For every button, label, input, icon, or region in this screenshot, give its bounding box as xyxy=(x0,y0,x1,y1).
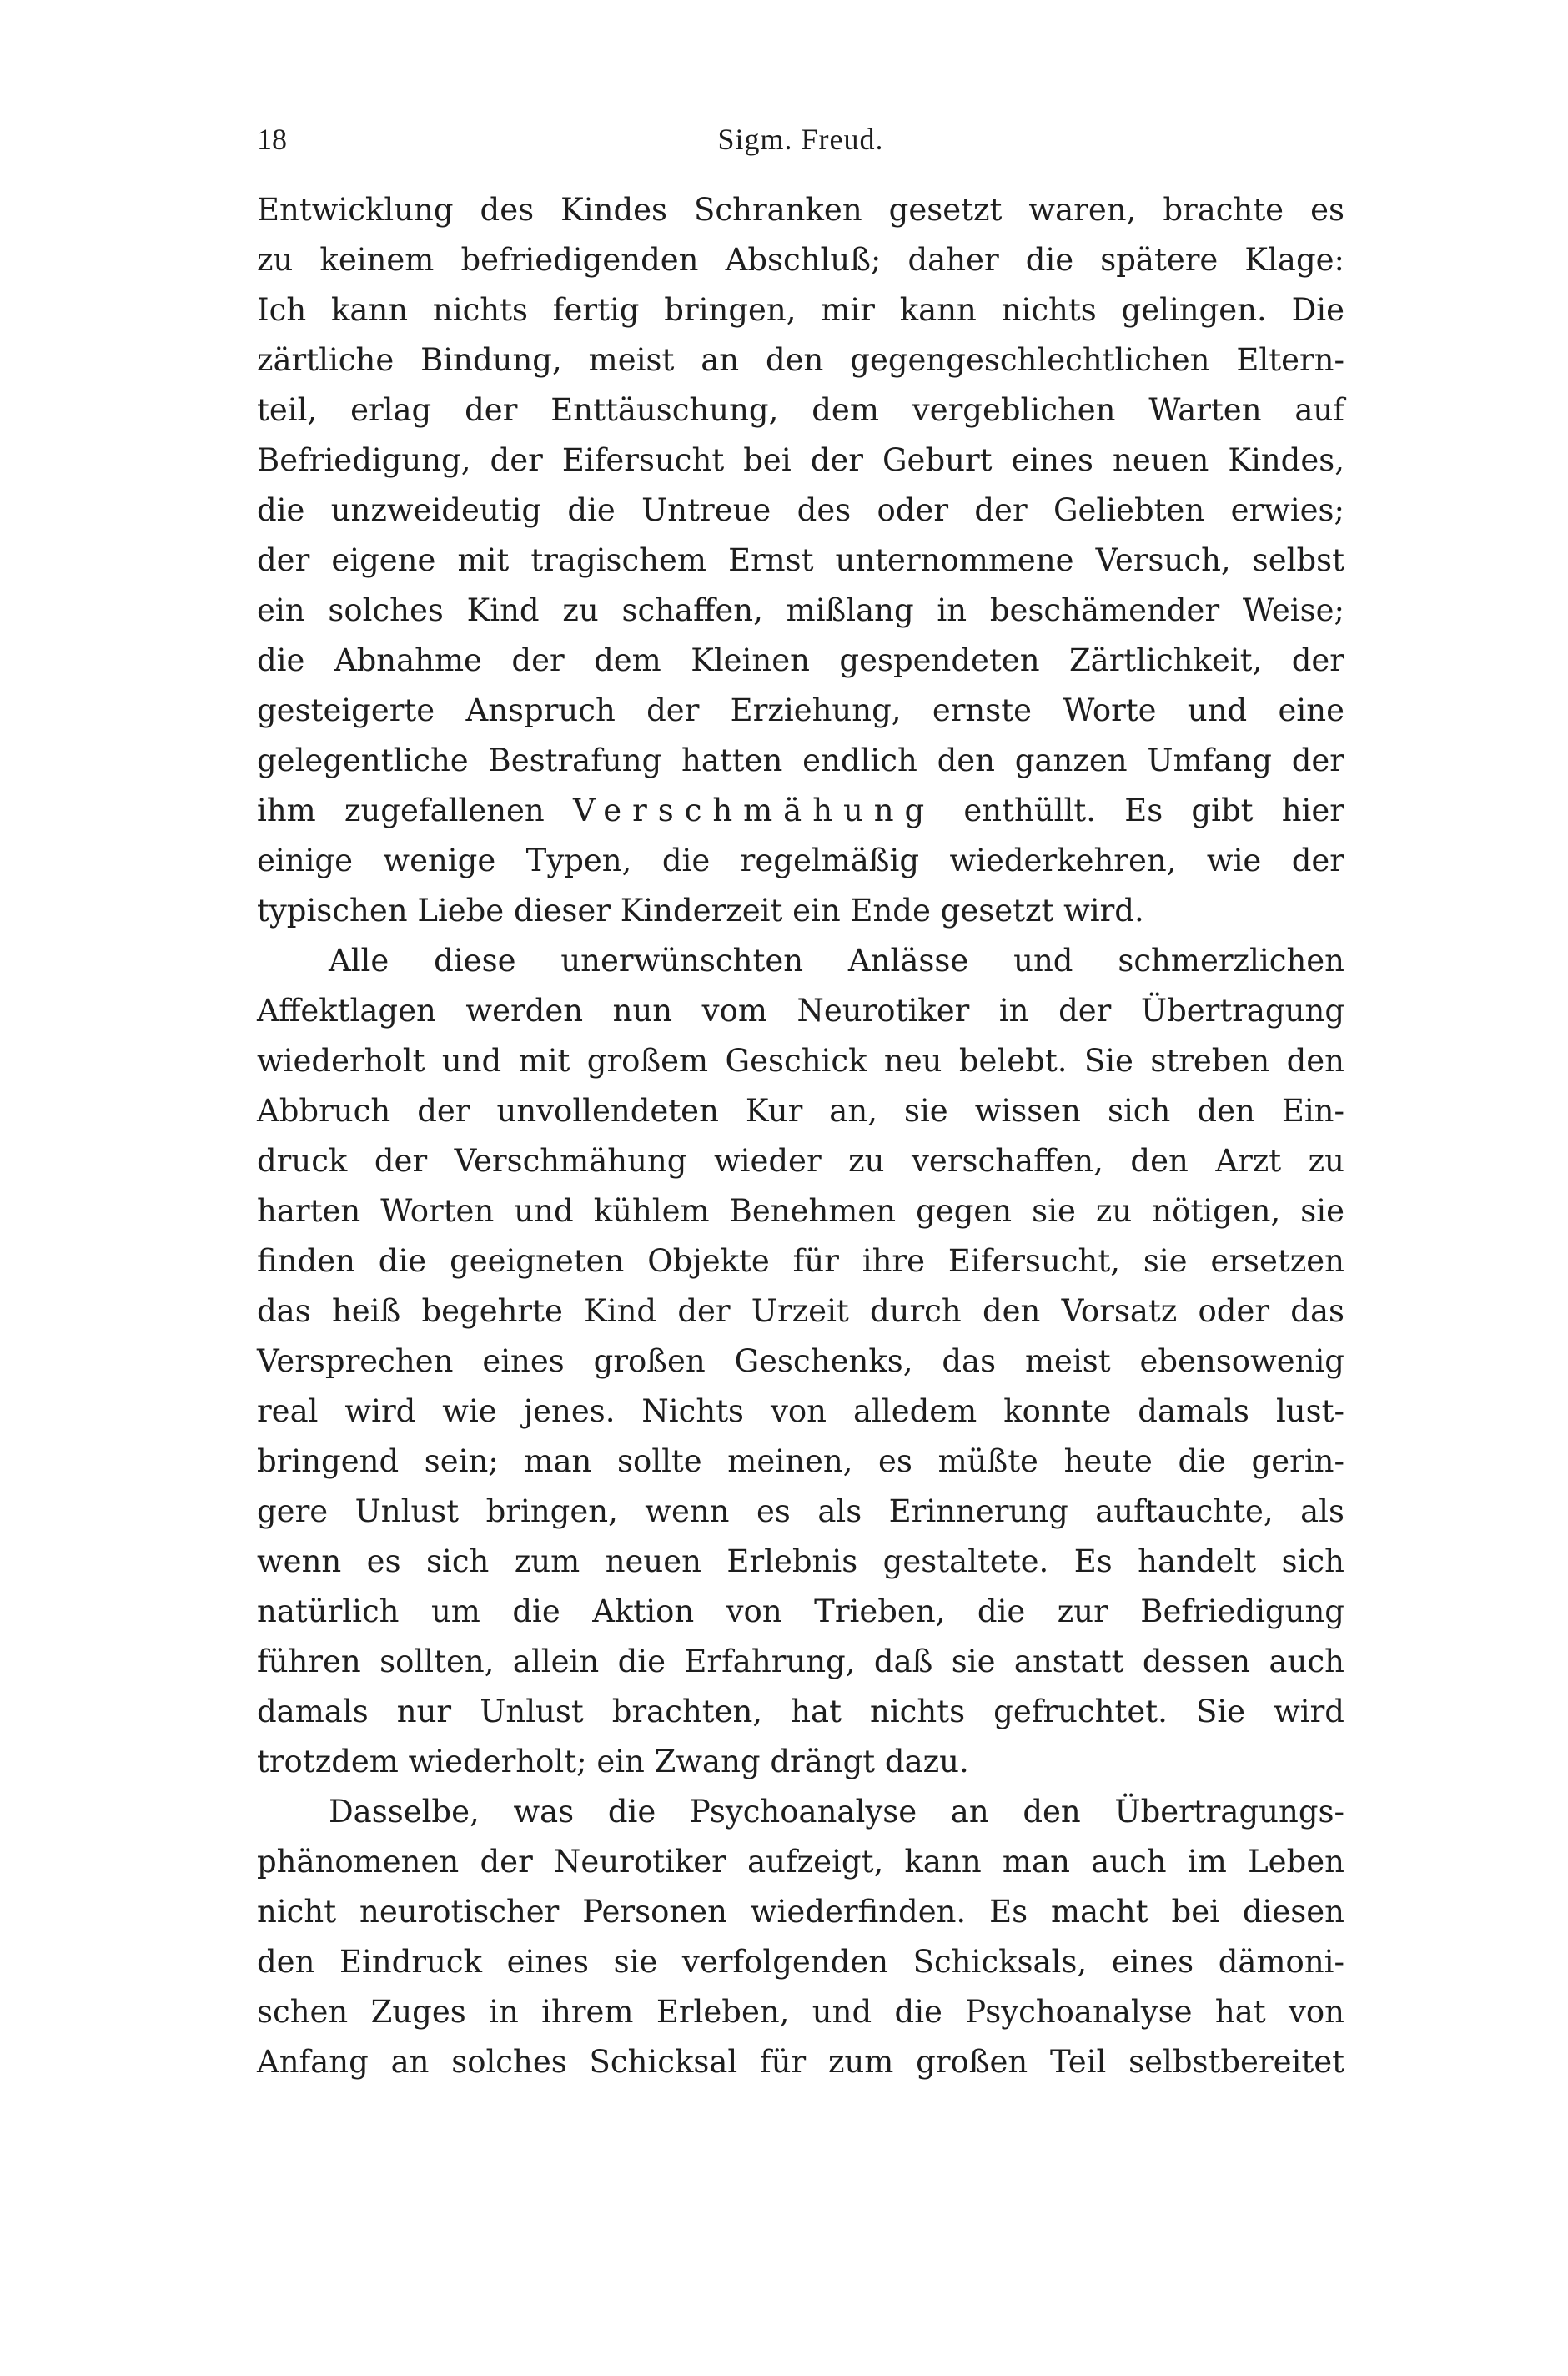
text-line: Alle diese unerwünschten Anlässe und schmerzlichen xyxy=(329,943,1344,979)
paragraph xyxy=(257,936,1344,1787)
text-line: Versprechen eines großen Geschenks, das meist ebensowenig xyxy=(257,1343,1344,1379)
body-text xyxy=(257,185,1344,2087)
text-line: Affektlagen werden nun vom Neurotiker in der Übertragung xyxy=(257,993,1344,1029)
text-line: die Abnahme der dem Kleinen gespendeten Zärtlichkeit, der xyxy=(257,642,1344,678)
text-line: das heiß begehrte Kind der Urzeit durch den Vorsatz oder das xyxy=(257,1293,1344,1329)
paragraph xyxy=(257,1787,1344,2087)
text-line: wenn es sich zum neuen Erlebnis gestaltete. Es handelt sich xyxy=(257,1543,1344,1579)
text-line: gelegentliche Bestrafung hatten endlich den ganzen Umfang der xyxy=(257,742,1344,778)
text-line: Anfang an solches Schicksal für zum großen Teil selbstbereitet xyxy=(257,2044,1344,2080)
text-line: Dasselbe, was die Psychoanalyse an den Übertragungs- xyxy=(329,1794,1344,1830)
text-line: trotzdem wiederholt; ein Zwang drängt dazu. xyxy=(257,1744,969,1779)
text-line: druck der Verschmähung wieder zu verschaffen, den Arzt zu xyxy=(257,1143,1344,1179)
text-line: nicht neurotischer Personen wiederfinden. Es macht bei diesen xyxy=(257,1894,1344,1930)
text-line: phänomenen der Neurotiker aufzeigt, kann man auch im Leben xyxy=(257,1844,1344,1880)
text-line: Ich kann nichts fertig bringen, mir kann nichts gelingen. Die xyxy=(257,292,1344,328)
text-line: zärtliche Bindung, meist an den gegengeschlechtlichen Eltern- xyxy=(257,342,1344,378)
text-line: Entwicklung des Kindes Schranken gesetzt waren, brachte es xyxy=(257,192,1344,228)
text-line: teil, erlag der Enttäuschung, dem vergeblichen Warten auf xyxy=(257,392,1344,428)
text-line: gere Unlust bringen, wenn es als Erinnerung auftauchte, als xyxy=(257,1493,1344,1529)
spaced-emphasis: Verschmähung xyxy=(573,793,936,828)
text-line: wiederholt und mit großem Geschick neu belebt. Sie streben den xyxy=(257,1043,1344,1079)
text-line: die unzweideutig die Untreue des oder der Geliebten erwies; xyxy=(257,492,1344,528)
text-line: bringend sein; man sollte meinen, es müßte heute die gerin- xyxy=(257,1443,1344,1479)
paragraph xyxy=(257,185,1344,936)
page-header xyxy=(257,118,1344,160)
text-line: harten Worten und kühlem Benehmen gegen sie zu nötigen, sie xyxy=(257,1193,1344,1229)
text-line: Befriedigung, der Eifersucht bei der Geburt eines neuen Kindes, xyxy=(257,442,1344,478)
text-line: gesteigerte Anspruch der Erziehung, ernste Worte und eine xyxy=(257,692,1344,728)
text-line: Abbruch der unvollendeten Kur an, sie wissen sich den Ein- xyxy=(257,1093,1344,1129)
text-line: natürlich um die Aktion von Trieben, die zur Befriedigung xyxy=(257,1593,1344,1629)
running-head: Sigm. Freud. xyxy=(717,123,884,156)
text-line: finden die geeigneten Objekte für ihre Eifersucht, sie ersetzen xyxy=(257,1243,1344,1279)
text-line: führen sollten, allein die Erfahrung, daß sie anstatt dessen auch xyxy=(257,1644,1344,1679)
text-segment: ihm zugefallenen xyxy=(257,793,573,828)
text-line: ein solches Kind zu schaffen, mißlang in beschämender Weise; xyxy=(257,592,1344,628)
text-line: schen Zuges in ihrem Erleben, und die Psychoanalyse hat von xyxy=(257,1994,1344,2030)
text-line: der eigene mit tragischem Ernst unternommene Versuch, selbst xyxy=(257,542,1344,578)
text-segment: enthüllt. Es gibt hier xyxy=(935,793,1344,828)
text-line: den Eindruck eines sie verfolgenden Schicksals, eines dämoni- xyxy=(257,1944,1344,1980)
text-line: einige wenige Typen, die regelmäßig wiederkehren, wie der xyxy=(257,843,1344,878)
text-line: zu keinem befriedigenden Abschluß; daher die spätere Klage: xyxy=(257,242,1344,278)
page-number: 18 xyxy=(257,123,287,156)
text-line: real wird wie jenes. Nichts von alledem konnte damals lust- xyxy=(257,1393,1344,1429)
text-line-with-emphasis xyxy=(257,786,1344,836)
text-line: damals nur Unlust brachten, hat nichts gefruchtet. Sie wird xyxy=(257,1694,1344,1729)
text-line: typischen Liebe dieser Kinderzeit ein Ende gesetzt wird. xyxy=(257,893,1144,929)
